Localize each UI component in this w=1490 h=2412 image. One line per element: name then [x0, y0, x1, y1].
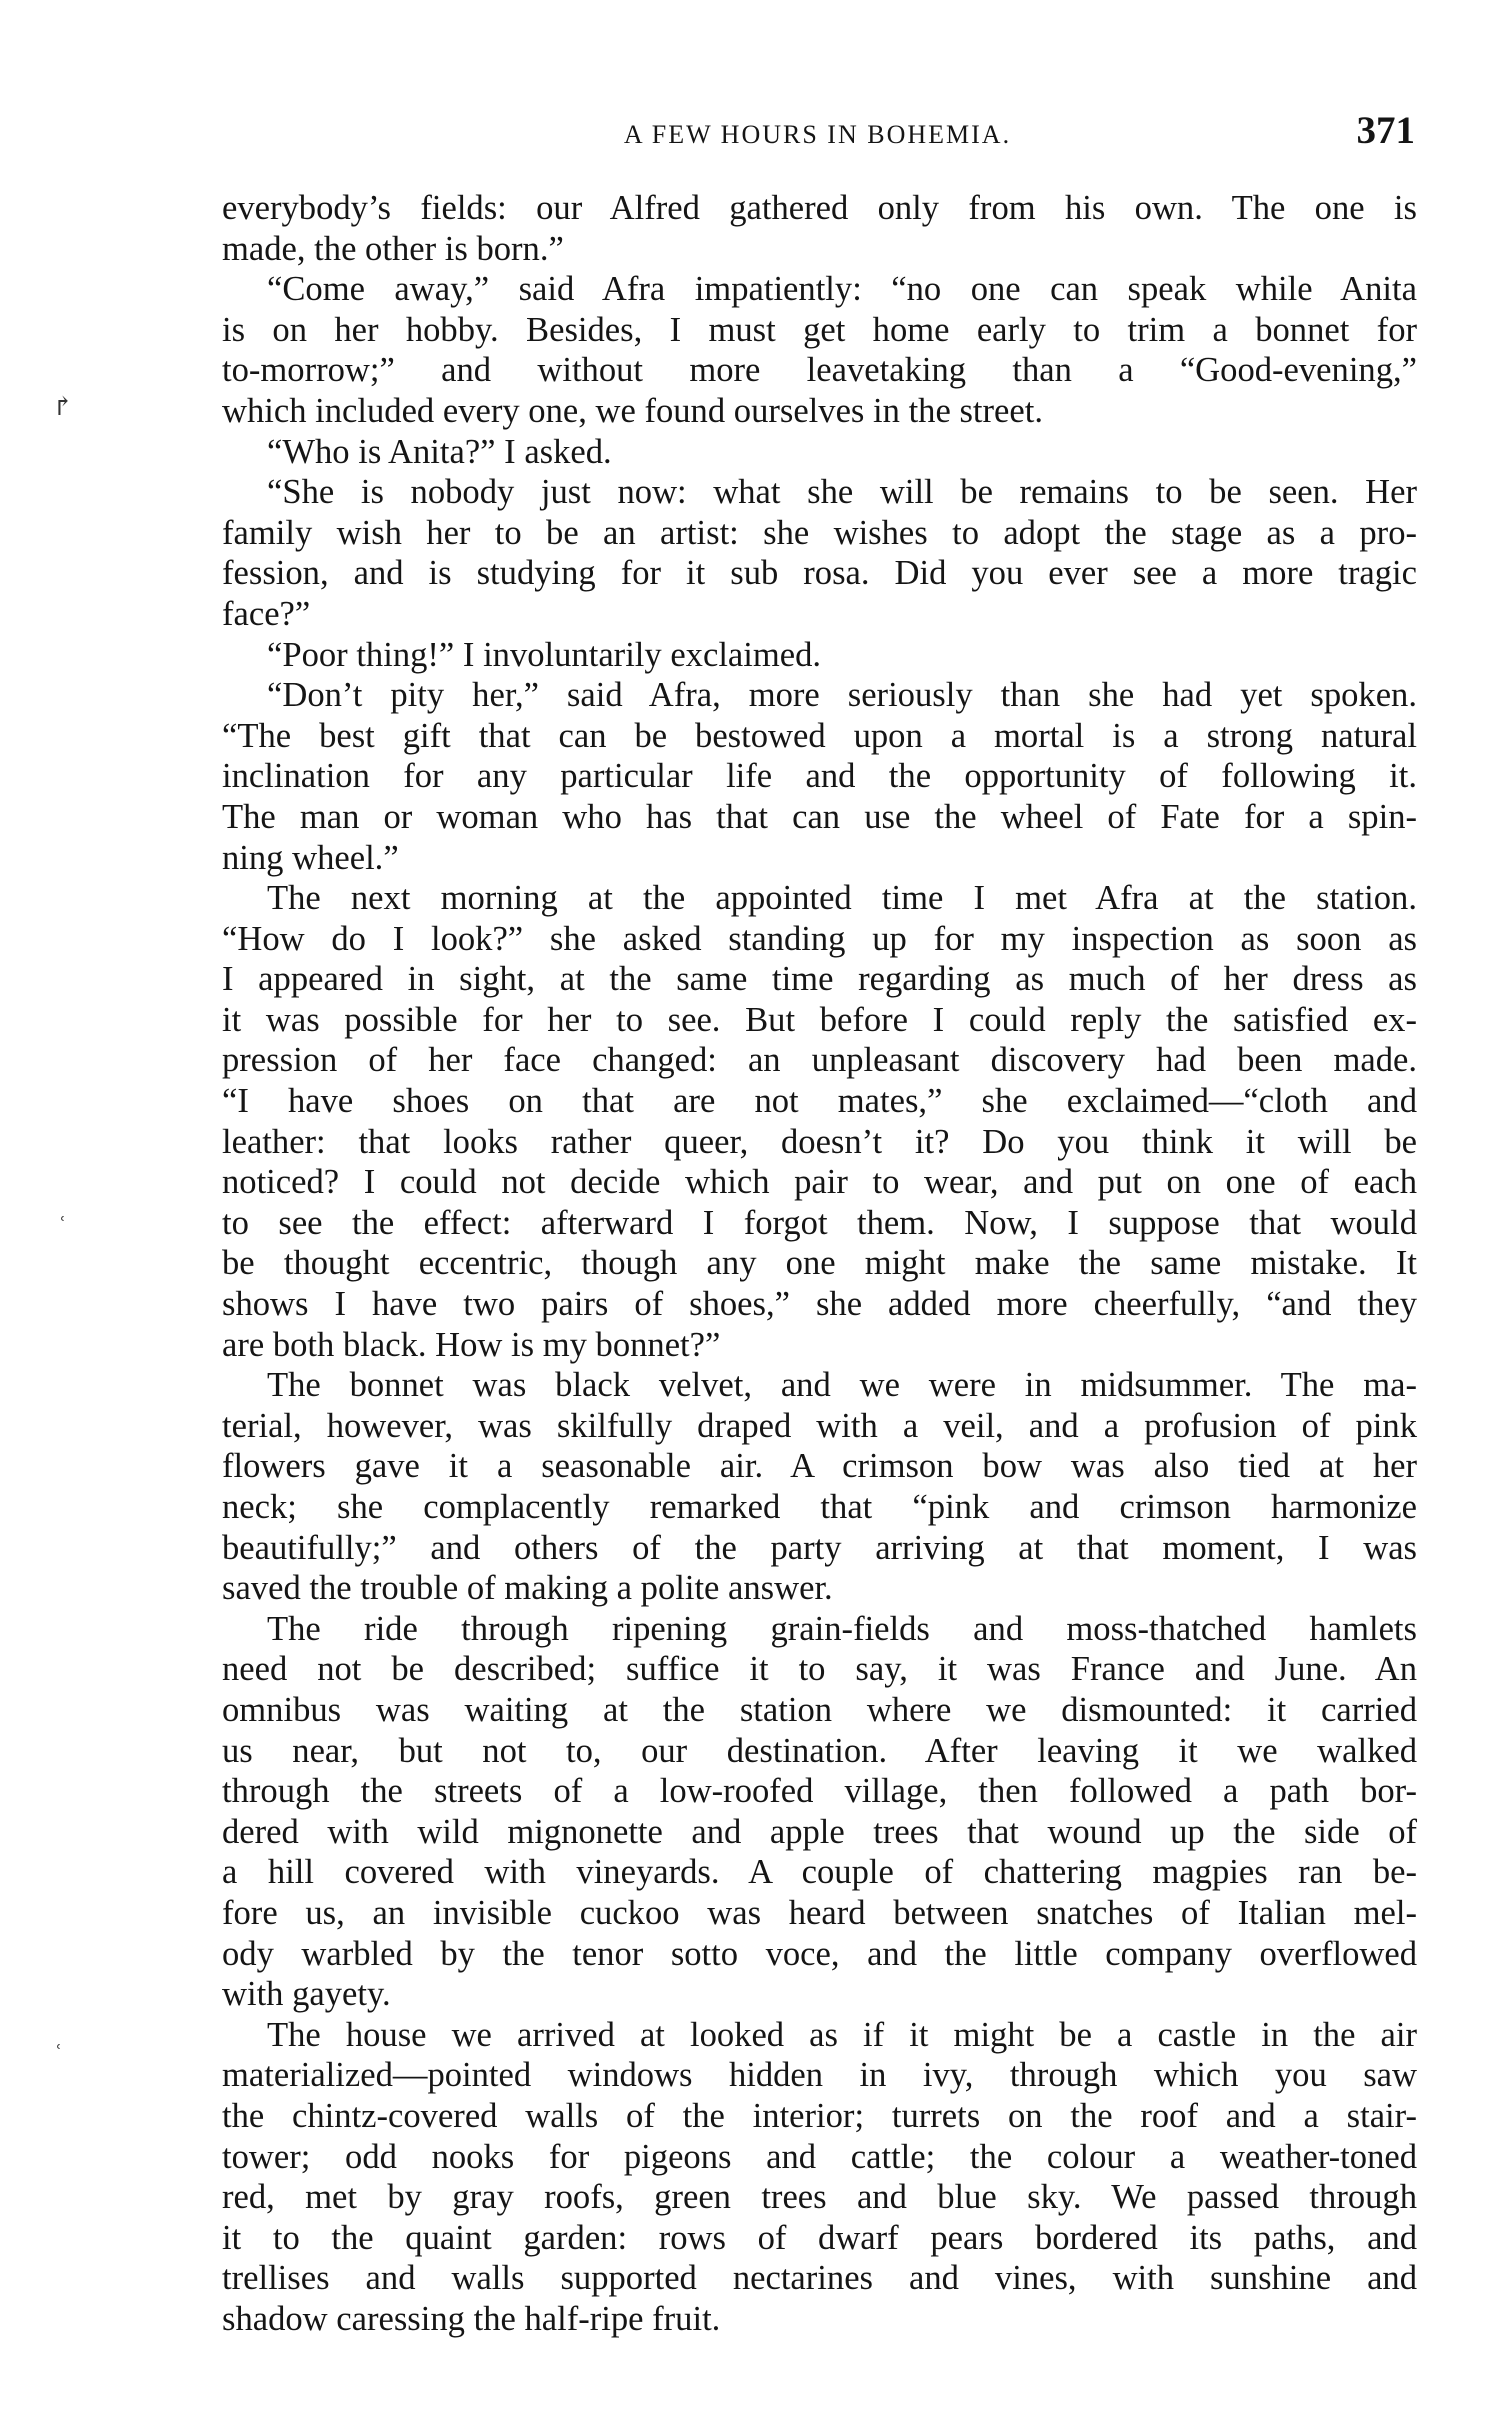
text-line: “Who is Anita?” I asked.	[267, 432, 612, 471]
margin-speck: ʿ	[54, 2040, 63, 2069]
text-line: fore us, an invisible cuckoo was heard between snatches of Italian mel-	[222, 1893, 1417, 1932]
text-line: is on her hobby. Besides, I must get home early to trim a bonnet for	[222, 310, 1417, 349]
text-line: flowers gave it a seasonable air. A crimson bow was also tied at her	[222, 1447, 1417, 1486]
text-line: made, the other is born.”	[222, 229, 564, 268]
text-line: beautifully;” and others of the party arriving at that moment, I was	[222, 1528, 1417, 1567]
text-line: “Don’t pity her,” said Afra, more seriously than she had yet spoken.	[267, 676, 1417, 715]
body-text	[222, 188, 1417, 2339]
text-line: “Poor thing!” I involuntarily exclaimed.	[267, 635, 822, 674]
text-line: trellises and walls supported nectarines and vines, with sunshine and	[222, 2259, 1417, 2298]
text-line: The man or woman who has that can use the wheel of Fate for a spin-	[222, 797, 1417, 836]
text-line: The ride through ripening grain-fields and moss-thatched hamlets	[267, 1609, 1417, 1648]
text-line: noticed? I could not decide which pair to wear, and put on one of each	[222, 1163, 1417, 1202]
text-line: be thought eccentric, though any one might make the same mistake. It	[222, 1244, 1417, 1283]
text-line: face?”	[222, 594, 311, 633]
margin-speck: ʿ	[58, 1212, 67, 1241]
text-line: inclination for any particular life and the opportunity of following it.	[222, 757, 1417, 796]
text-line: I appeared in sight, at the same time regarding as much of her dress as	[222, 960, 1417, 999]
text-line: The next morning at the appointed time I met Afra at the station.	[267, 879, 1417, 918]
text-line: need not be described; suffice it to say, it was France and June. An	[222, 1650, 1417, 1689]
text-line: “I have shoes on that are not mates,” she exclaimed—“cloth and	[222, 1082, 1417, 1121]
text-line: ody warbled by the tenor sotto voce, and the little company overflowed	[222, 1934, 1417, 1973]
text-line: it to the quaint garden: rows of dwarf pears bordered its paths, and	[222, 2218, 1417, 2257]
text-line: “Come away,” said Afra impatiently: “no one can speak while Anita	[267, 270, 1417, 309]
text-line: it was possible for her to see. But before I could reply the satisfied ex-	[222, 1000, 1417, 1039]
text-line: the chintz-covered walls of the interior; turrets on the roof and a stair-	[222, 2096, 1417, 2135]
text-line: with gayety.	[222, 1975, 391, 2014]
text-line: leather: that looks rather queer, doesn’t it? Do you think it will be	[222, 1122, 1417, 1161]
text-line: dered with wild mignonette and apple trees that wound up the side of	[222, 1812, 1417, 1851]
text-line: through the streets of a low-roofed village, then followed a path bor-	[222, 1772, 1417, 1811]
margin-speck: ↱	[52, 392, 74, 421]
text-line: to-morrow;” and without more leavetaking than a “Good-evening,”	[222, 351, 1417, 390]
text-line: neck; she complacently remarked that “pink and crimson harmonize	[222, 1488, 1417, 1526]
text-line: family wish her to be an artist: she wishes to adopt the stage as a pro-	[222, 513, 1417, 552]
text-line: “She is nobody just now: what she will be remains to be seen. Her	[267, 473, 1417, 512]
text-line: are both black. How is my bonnet?”	[222, 1325, 721, 1364]
text-line: which included every one, we found ourselves in the street.	[222, 391, 1043, 430]
running-header	[220, 108, 1415, 160]
text-line: to see the effect: afterward I forgot them. Now, I suppose that would	[222, 1203, 1417, 1242]
running-title: A FEW HOURS IN BOHEMIA.	[623, 120, 1012, 149]
page-number: 371	[1356, 109, 1415, 152]
text-line: The bonnet was black velvet, and we were in midsummer. The ma-	[267, 1366, 1417, 1405]
text-line: everybody’s fields: our Alfred gathered only from his own. The one is	[222, 189, 1417, 227]
text-line: us near, but not to, our destination. After leaving it we walked	[222, 1731, 1417, 1770]
text-line: a hill covered with vineyards. A couple of chattering magpies ran be-	[222, 1853, 1417, 1892]
text-line: red, met by gray roofs, green trees and blue sky. We passed through	[222, 2178, 1417, 2217]
text-line: shadow caressing the half-ripe fruit.	[222, 2299, 721, 2338]
text-line: materialized—pointed windows hidden in ivy, through which you saw	[222, 2056, 1417, 2095]
text-line: shows I have two pairs of shoes,” she added more cheerfully, “and they	[222, 1285, 1417, 1324]
text-line: terial, however, was skilfully draped with a veil, and a profusion of pink	[222, 1406, 1417, 1445]
text-line: saved the trouble of making a polite answer.	[222, 1569, 833, 1608]
text-line: The house we arrived at looked as if it might be a castle in the air	[267, 2015, 1417, 2054]
text-line: tower; odd nooks for pigeons and cattle; the colour a weather-toned	[222, 2137, 1417, 2176]
text-line: pression of her face changed: an unpleasant discovery had been made.	[222, 1041, 1417, 1080]
text-line: omnibus was waiting at the station where we dismounted: it carried	[222, 1690, 1417, 1729]
text-line: ning wheel.”	[222, 838, 399, 877]
text-line: “The best gift that can be bestowed upon a mortal is a strong natural	[222, 716, 1417, 755]
text-line: “How do I look?” she asked standing up for my inspection as soon as	[222, 919, 1417, 958]
text-line: fession, and is studying for it sub rosa. Did you ever see a more tragic	[222, 554, 1417, 593]
